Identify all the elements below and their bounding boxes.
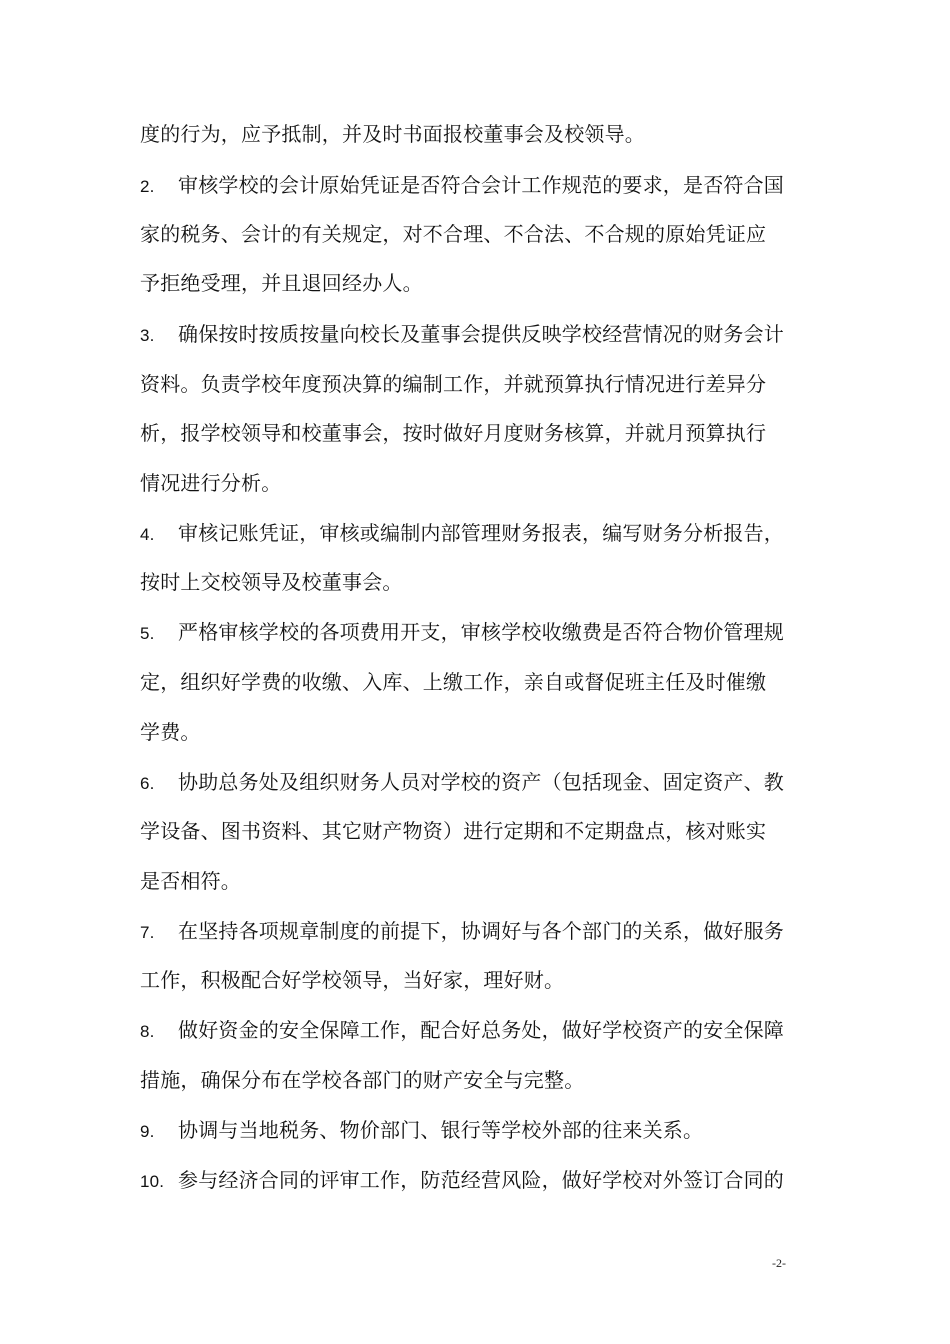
item-number: 4. — [140, 525, 155, 544]
text-line — [140, 570, 830, 594]
line-text: 在坚持各项规章制度的前提下，协调好与各个部门的关系，做好服务 — [178, 919, 784, 943]
item-number: 9. — [140, 1122, 155, 1141]
line-text: 析，报学校领导和校董事会，按时做好月度财务核算，并就月预算执行 — [140, 421, 767, 445]
text-line — [140, 1168, 830, 1194]
line-text: 是否相符。 — [140, 869, 241, 893]
text-line — [140, 471, 830, 495]
item-number: 3. — [140, 326, 155, 345]
text-line — [140, 1018, 830, 1044]
line-text: 工作，积极配合好学校领导，当好家，理好财。 — [140, 968, 565, 992]
line-text: 参与经济合同的评审工作，防范经营风险，做好学校对外签订合同的 — [178, 1168, 784, 1192]
text-line — [140, 521, 830, 547]
item-number: 6. — [140, 774, 155, 793]
text-line — [140, 620, 830, 646]
line-text: 学设备、图书资料、其它财产物资）进行定期和不定期盘点，核对账实 — [140, 819, 767, 843]
page-number: -2- — [772, 1256, 786, 1270]
line-text: 情况进行分析。 — [140, 471, 282, 495]
item-number: 10. — [140, 1172, 165, 1191]
text-line — [140, 919, 830, 945]
line-text: 资料。负责学校年度预决算的编制工作，并就预算执行情况进行差异分 — [140, 372, 767, 396]
text-line — [140, 421, 830, 445]
item-number: 2. — [140, 177, 155, 196]
line-text: 做好资金的安全保障工作，配合好总务处，做好学校资产的安全保障 — [178, 1018, 784, 1042]
line-text: 确保按时按质按量向校长及董事会提供反映学校经营情况的财务会计 — [178, 322, 784, 346]
text-line — [140, 770, 830, 796]
line-text: 按时上交校领导及校董事会。 — [140, 570, 403, 594]
text-line — [140, 372, 830, 396]
text-line — [140, 720, 830, 744]
text-line — [140, 173, 830, 199]
line-text: 协调与当地税务、物价部门、银行等学校外部的往来关系。 — [178, 1118, 704, 1142]
text-line — [140, 271, 830, 295]
item-number: 5. — [140, 624, 155, 643]
text-line — [140, 322, 830, 348]
line-text: 审核学校的会计原始凭证是否符合会计工作规范的要求，是否符合国 — [178, 173, 784, 197]
text-line — [140, 670, 830, 694]
line-text: 审核记账凭证，审核或编制内部管理财务报表，编写财务分析报告， — [178, 521, 784, 545]
text-line — [140, 1068, 830, 1092]
text-line — [140, 968, 830, 992]
line-text: 定，组织好学费的收缴、入库、上缴工作，亲自或督促班主任及时催缴 — [140, 670, 767, 694]
line-text: 严格审核学校的各项费用开支，审核学校收缴费是否符合物价管理规 — [178, 620, 784, 644]
text-line — [140, 819, 830, 843]
text-line — [140, 222, 830, 246]
line-text: 学费。 — [140, 720, 201, 744]
line-text: 予拒绝受理，并且退回经办人。 — [140, 271, 423, 295]
text-line — [140, 869, 830, 893]
text-line — [140, 1118, 830, 1144]
line-text: 协助总务处及组织财务人员对学校的资产（包括现金、固定资产、教 — [178, 770, 784, 794]
line-text: 度的行为，应予抵制，并及时书面报校董事会及校领导。 — [140, 122, 645, 146]
line-text: 措施，确保分布在学校各部门的财产安全与完整。 — [140, 1068, 585, 1092]
item-number: 8. — [140, 1022, 155, 1041]
text-line — [140, 122, 830, 146]
item-number: 7. — [140, 923, 155, 942]
line-text: 家的税务、会计的有关规定，对不合理、不合法、不合规的原始凭证应 — [140, 222, 767, 246]
